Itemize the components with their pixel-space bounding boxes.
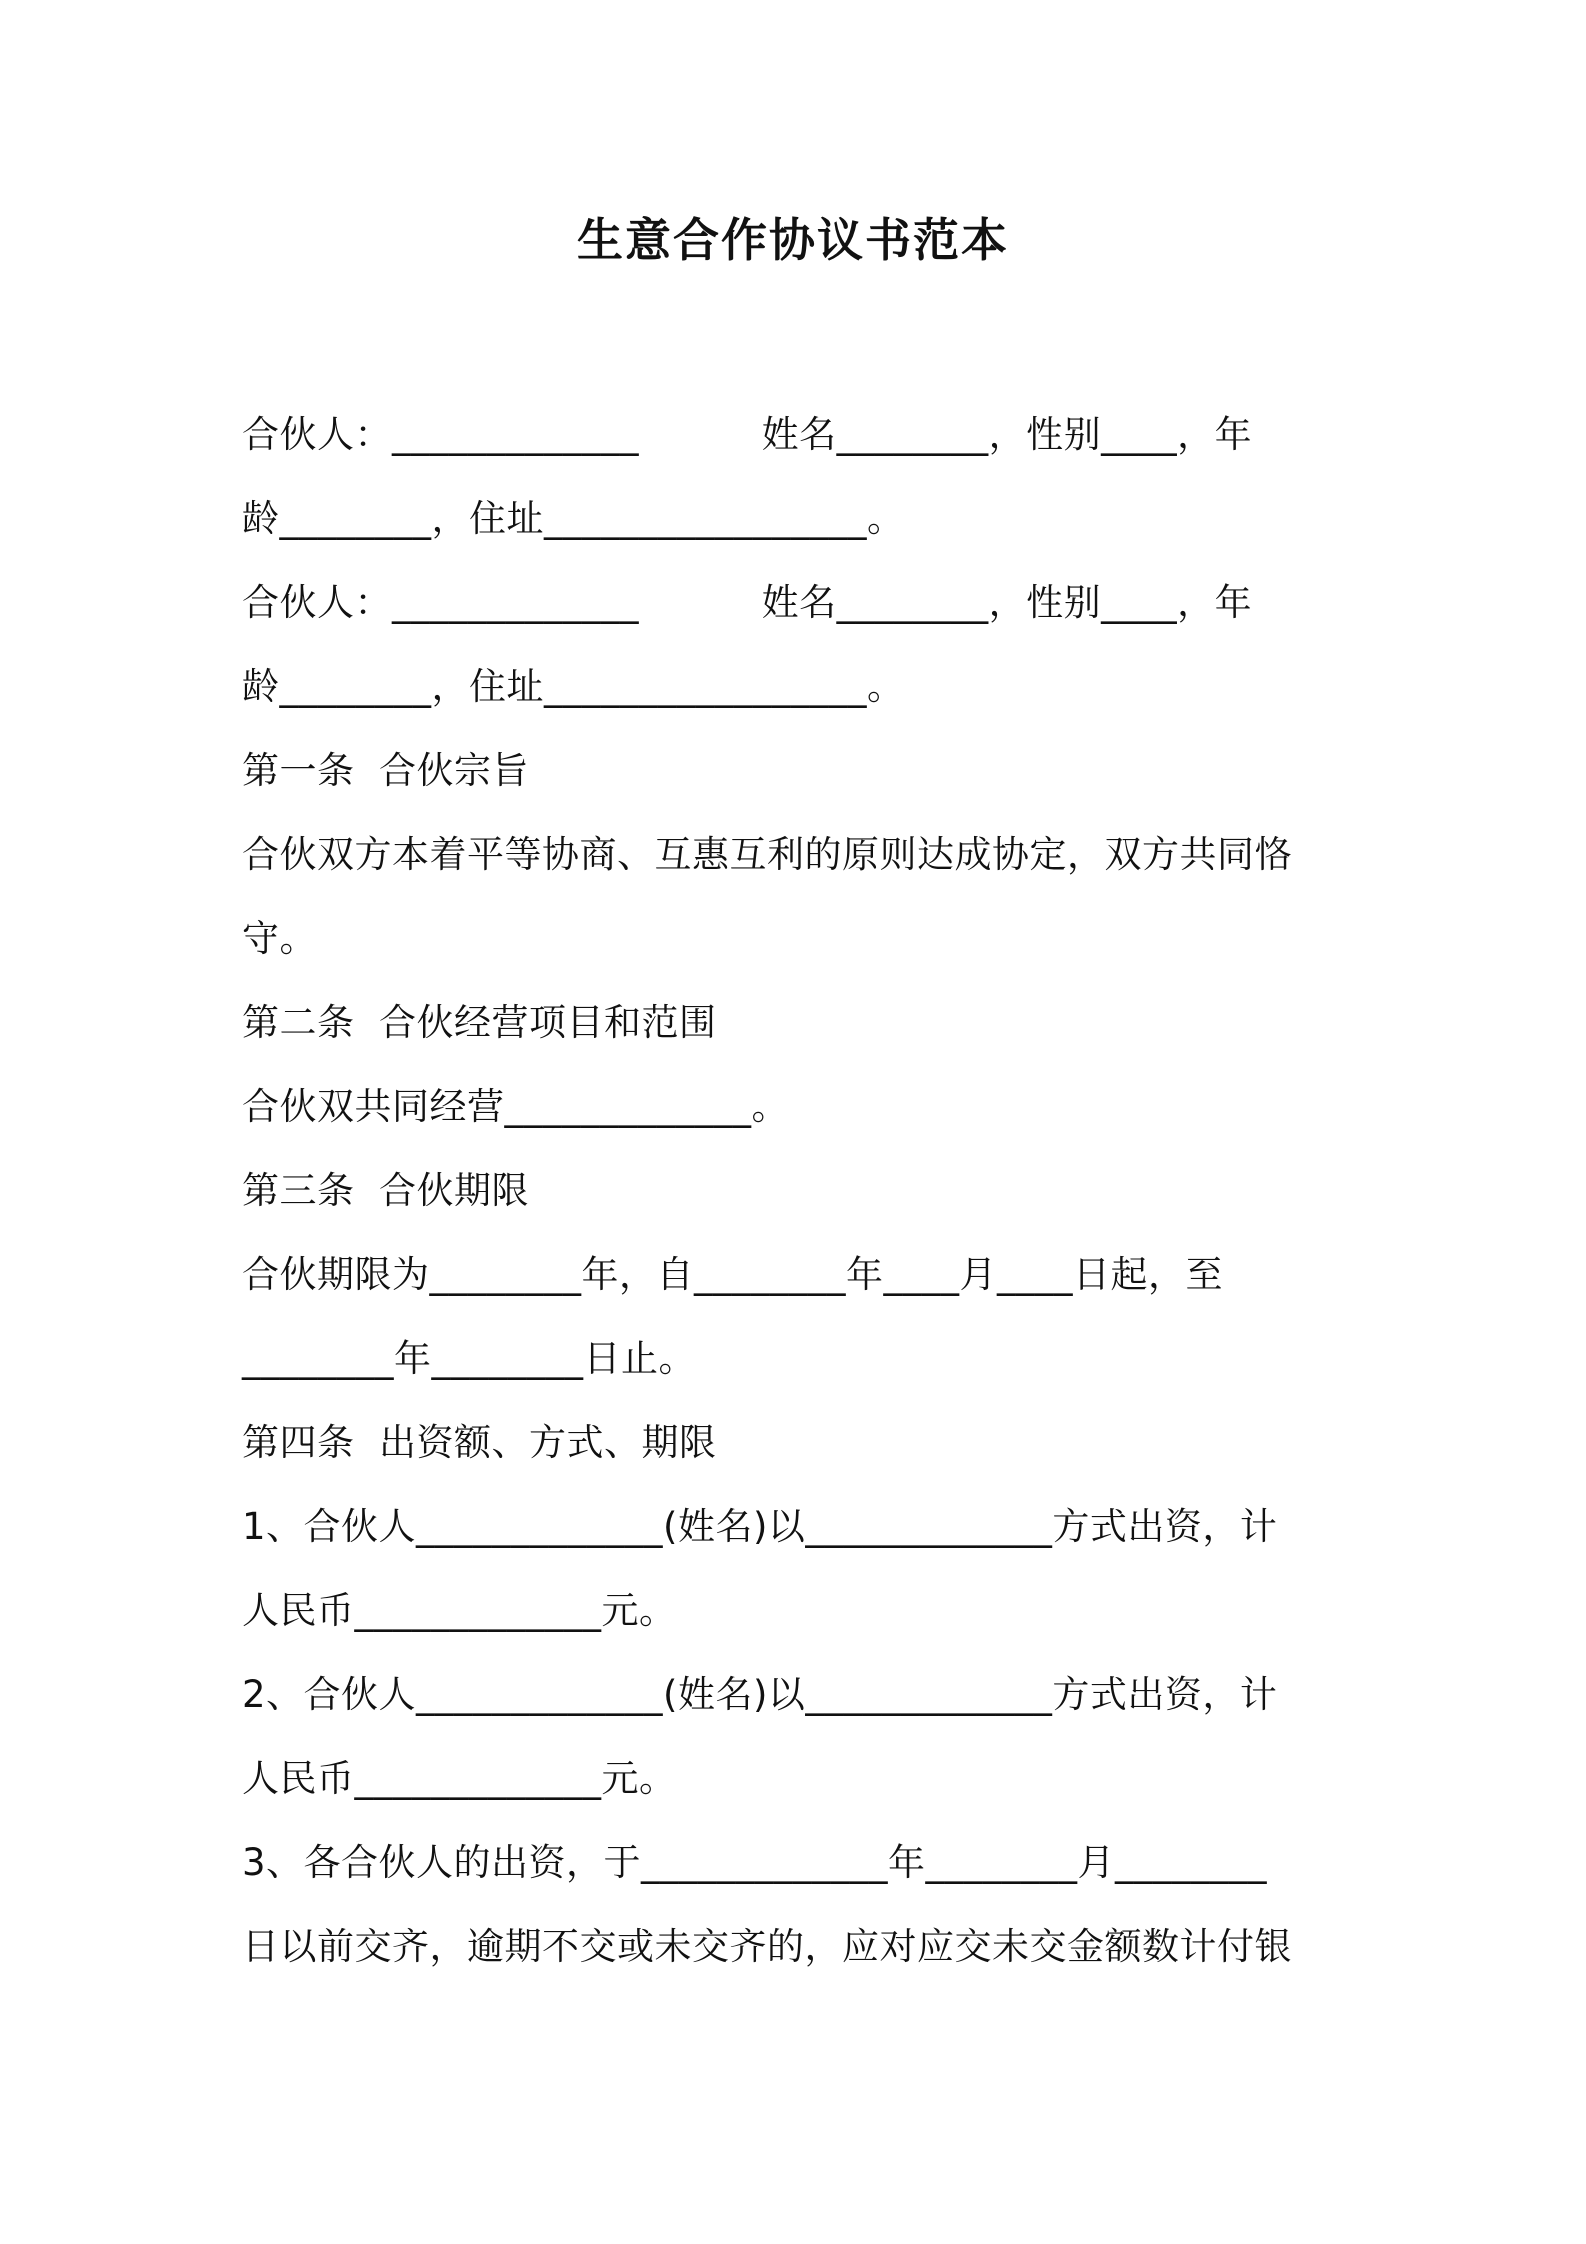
document-title: 生意合作协议书范本	[577, 213, 1009, 267]
article-3-text-line-1: 合伙期限为________年，自________年____月____日起，至	[242, 1253, 1223, 1296]
partner-2-line-1: 合伙人：_____________ 姓名________，性别____，年	[242, 581, 1253, 624]
article-4-heading: 第四条 出资额、方式、期限	[242, 1421, 717, 1464]
article-2-heading: 第二条 合伙经营项目和范围	[242, 1001, 717, 1044]
article-1-text-line-1: 合伙双方本着平等协商、互惠互利的原则达成协定，双方共同恪	[242, 833, 1292, 876]
partner-2-line-2: 龄________，住址_________________。	[242, 665, 905, 708]
partner-1-line-2: 龄________，住址_________________。	[242, 497, 905, 540]
article-4-item-1-line-2: 人民币_____________元。	[242, 1589, 677, 1632]
article-4-item-2-line-2: 人民币_____________元。	[242, 1757, 677, 1800]
article-1-text-line-2: 守。	[242, 917, 317, 960]
article-2-text: 合伙双共同经营_____________。	[242, 1085, 789, 1128]
article-3-heading: 第三条 合伙期限	[242, 1169, 530, 1212]
article-4-item-3-line-2: 日以前交齐，逾期不交或未交齐的，应对应交未交金额数计付银	[242, 1925, 1292, 1968]
document-body	[242, 405, 1352, 2001]
article-4-item-3-line-1: 3、各合伙人的出资，于_____________年________月________	[242, 1841, 1268, 1884]
article-3-text-line-2: ________年________日止。	[242, 1337, 696, 1380]
article-4-item-2-line-1: 2、合伙人_____________(姓名)以_____________方式出资，计	[242, 1673, 1278, 1716]
article-4-item-1-line-1: 1、合伙人_____________(姓名)以_____________方式出资，计	[242, 1505, 1278, 1548]
article-1-heading: 第一条 合伙宗旨	[242, 749, 530, 792]
partner-1-line-1: 合伙人：_____________ 姓名________，性别____，年	[242, 413, 1253, 456]
